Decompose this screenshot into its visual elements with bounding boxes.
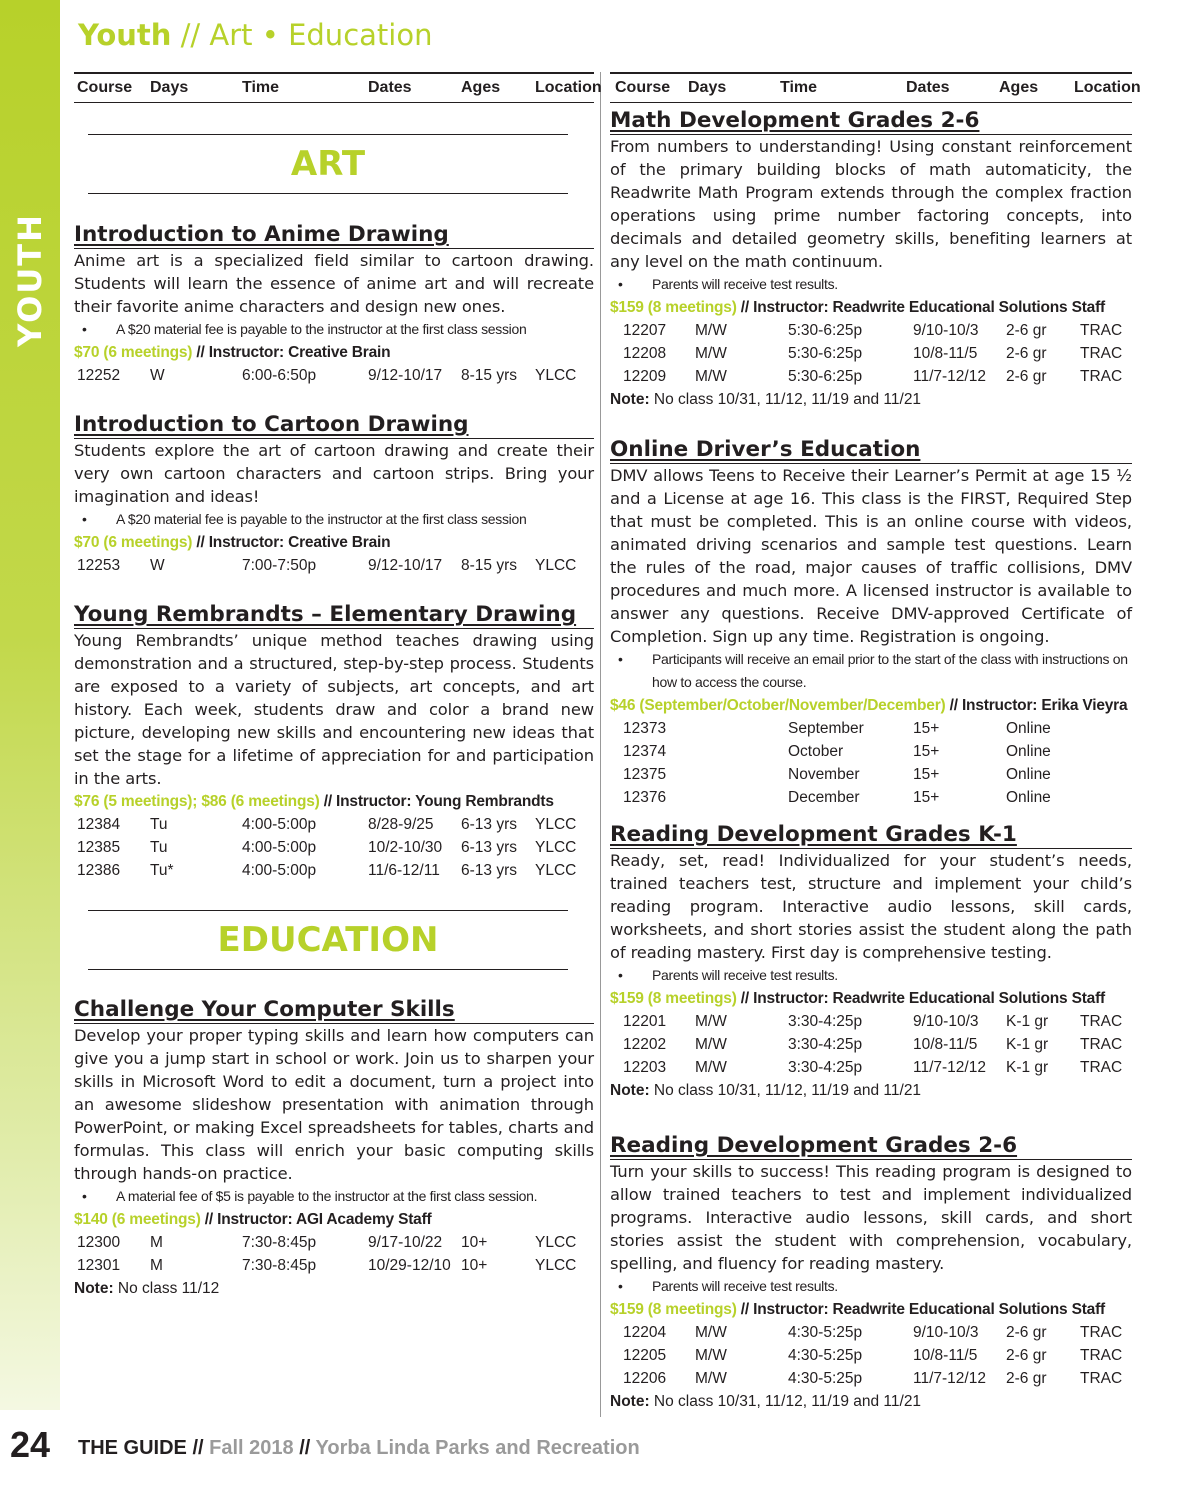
course-price: $46 (September/October/November/December) — [610, 697, 946, 714]
course-price: $159 (8 meetings) — [610, 990, 737, 1007]
course-bullet: • Participants will receive an email prior to the start of the class with instructions on how to access the course. — [610, 648, 1132, 694]
table-cell: 12300 — [77, 1234, 121, 1251]
table-cell: 12201 — [623, 1013, 667, 1030]
table-cell: 12209 — [623, 368, 667, 385]
table-cell: M — [150, 1234, 163, 1251]
table-cell: 2-6 gr — [1006, 345, 1047, 362]
table-cell: 12204 — [623, 1324, 667, 1341]
table-row — [610, 1033, 1132, 1056]
table-cell: 15+ — [913, 789, 940, 806]
table-row — [610, 319, 1132, 342]
th-location: Location — [1074, 79, 1141, 96]
table-cell: 2-6 gr — [1006, 368, 1047, 385]
table-cell: YLCC — [535, 862, 577, 879]
table-cell: M/W — [695, 1013, 727, 1030]
table-cell: 12207 — [623, 322, 667, 339]
table-cell: TRAC — [1080, 345, 1123, 362]
course-price-line — [74, 531, 594, 554]
course-price: $140 (6 meetings) — [74, 1211, 201, 1228]
footer-season: Fall 2018 — [209, 1437, 294, 1459]
table-cell: M — [150, 1257, 163, 1274]
table-cell: 8-15 yrs — [461, 367, 517, 384]
course-note — [74, 1277, 594, 1300]
table-cell: 10/29-12/10 — [368, 1257, 451, 1274]
course-price: $159 (8 meetings) — [610, 299, 737, 316]
table-cell: 15+ — [913, 766, 940, 783]
course-price: $70 (6 meetings) — [74, 534, 193, 551]
table-cell: 9/10-10/3 — [913, 322, 979, 339]
table-cell: 3:30-4:25p — [788, 1013, 863, 1030]
table-cell: 4:30-5:25p — [788, 1370, 863, 1387]
table-cell: 12252 — [77, 367, 121, 384]
table-cell: December — [788, 789, 860, 806]
table-cell: 5:30-6:25p — [788, 345, 863, 362]
table-cell: 15+ — [913, 743, 940, 760]
table-cell: 5:30-6:25p — [788, 368, 863, 385]
left-table-header — [74, 72, 602, 103]
table-row — [74, 364, 594, 387]
table-cell: 9/10-10/3 — [913, 1324, 979, 1341]
course-bullet: • A $20 material fee is payable to the instructor at the first class session — [74, 508, 594, 531]
table-cell: K-1 gr — [1006, 1036, 1049, 1053]
table-row — [610, 763, 1132, 786]
sidebar-label: YOUTH — [11, 213, 50, 347]
th-ages: Ages — [999, 79, 1039, 96]
table-cell: TRAC — [1080, 1370, 1123, 1387]
footer-org: Yorba Linda Parks and Recreation — [315, 1437, 640, 1459]
course-bullet: • Parents will receive test results. — [610, 273, 1132, 296]
table-cell: 3:30-4:25p — [788, 1036, 863, 1053]
table-cell: 11/7-12/12 — [913, 1370, 986, 1387]
table-cell: 12374 — [623, 743, 667, 760]
table-row — [74, 554, 594, 577]
note-label: Note: — [74, 1280, 114, 1297]
course-bullet: • Parents will receive test results. — [610, 964, 1132, 987]
table-cell: 9/17-10/22 — [368, 1234, 443, 1251]
table-row — [610, 740, 1132, 763]
education-heading: EDUCATION — [88, 910, 568, 970]
table-cell: 4:30-5:25p — [788, 1324, 863, 1341]
course-description: From numbers to understanding! Using constant reinforcement of the primary building blocks of math automaticity, the Readwrite Math Program extends through the complex fraction operations using prime number factoring concepts, into decimals and detailed geometry skills, benefiting learners at any level on the math continuum. — [610, 137, 1132, 271]
course-block — [610, 437, 1132, 809]
right-column — [610, 72, 1141, 1410]
course-title: Young Rembrandts – Elementary Drawing — [74, 602, 594, 629]
table-cell: YLCC — [535, 1234, 577, 1251]
table-cell: 6-13 yrs — [461, 816, 517, 833]
course-instructor: // Instructor: Readwrite Educational Solutions Staff — [736, 990, 1106, 1007]
table-row — [610, 717, 1132, 740]
course-bullet: • A material fee of $5 is payable to the instructor at the first class session. — [74, 1185, 594, 1208]
course-price: $159 (8 meetings) — [610, 1301, 737, 1318]
table-cell: November — [788, 766, 860, 783]
course-bullet: • Parents will receive test results. — [610, 1275, 1132, 1298]
course-instructor: // Instructor: Erika Vieyra — [945, 697, 1128, 714]
course-title: Reading Development Grades K-1 — [610, 822, 1132, 849]
course-title: Reading Development Grades 2-6 — [610, 1133, 1132, 1160]
table-cell: TRAC — [1080, 1347, 1123, 1364]
table-cell: 9/10-10/3 — [913, 1013, 979, 1030]
table-cell: 6-13 yrs — [461, 862, 517, 879]
table-cell: 12206 — [623, 1370, 667, 1387]
course-price-line — [610, 1298, 1132, 1321]
column-divider — [600, 72, 601, 1417]
table-cell: 8/28-9/25 — [368, 816, 434, 833]
course-price-line — [610, 694, 1132, 717]
right-table-header — [610, 72, 1141, 103]
table-cell: M/W — [695, 1059, 727, 1076]
table-cell: 9/12-10/17 — [368, 557, 443, 574]
table-row — [610, 342, 1132, 365]
table-cell: 2-6 gr — [1006, 1324, 1047, 1341]
course-instructor: // Instructor: Readwrite Educational Solutions Staff — [736, 299, 1106, 316]
table-cell: Tu* — [150, 862, 174, 879]
footer-sep-2: // — [293, 1437, 316, 1459]
table-cell: 2-6 gr — [1006, 1347, 1047, 1364]
table-cell: 12375 — [623, 766, 667, 783]
note-label: Note: — [610, 1393, 650, 1410]
table-cell: M/W — [695, 1324, 727, 1341]
course-price-line — [610, 296, 1132, 319]
table-cell: 4:30-5:25p — [788, 1347, 863, 1364]
course-instructor: // Instructor: Young Rembrandts — [319, 793, 554, 810]
course-instructor: // Instructor: AGI Academy Staff — [200, 1211, 432, 1228]
table-cell: M/W — [695, 1036, 727, 1053]
table-cell: M/W — [695, 322, 727, 339]
th-dates: Dates — [368, 79, 412, 96]
course-bullet: • A $20 material fee is payable to the instructor at the first class session — [74, 318, 594, 341]
table-cell: TRAC — [1080, 1013, 1123, 1030]
course-price-line — [74, 790, 594, 813]
course-block — [610, 1133, 1132, 1413]
header-topic: Art • Education — [209, 18, 433, 52]
table-cell: 11/7-12/12 — [913, 368, 986, 385]
table-cell: 7:30-8:45p — [242, 1257, 317, 1274]
table-cell: 10/2-10/30 — [368, 839, 443, 856]
sidebar-label-wrap — [4, 200, 56, 360]
table-cell: Online — [1006, 743, 1051, 760]
table-cell: 5:30-6:25p — [788, 322, 863, 339]
table-cell: 11/6-12/11 — [368, 862, 440, 879]
table-cell: 10/8-11/5 — [913, 345, 978, 362]
table-cell: 12301 — [77, 1257, 121, 1274]
course-description: DMV allows Teens to Receive their Learner’s Permit at age 15 ½ and a License at age 16. This class is the FIRST, Required Step that must be completed. This is an online course with videos, animated driving scenarios and sample test questions. Learn the rules of the road, major causes of traffic collisions, DMV procedures and much more. A licensed instructor is available to answer any questions. Receive DMV-approved Certificate of Completion. Sign up any time. Registration is ongoing. — [610, 466, 1132, 646]
th-course: Course — [615, 79, 671, 96]
table-row — [610, 1010, 1132, 1033]
table-row — [74, 859, 594, 882]
table-cell: 10/8-11/5 — [913, 1036, 978, 1053]
table-cell: YLCC — [535, 1257, 577, 1274]
table-cell: TRAC — [1080, 1324, 1123, 1341]
table-cell: M/W — [695, 1347, 727, 1364]
table-cell: Online — [1006, 720, 1051, 737]
table-cell: M/W — [695, 1370, 727, 1387]
page-number: 24 — [9, 1424, 51, 1465]
art-heading: ART — [88, 134, 568, 194]
table-cell: 12385 — [77, 839, 121, 856]
table-cell: Online — [1006, 789, 1051, 806]
table-row — [610, 786, 1132, 809]
course-description: Students explore the art of cartoon drawing and create their very own cartoon characters and cartoon strips. Bring your imagination and ideas! — [74, 441, 594, 506]
header-sep: // — [171, 18, 210, 52]
table-cell: 6:00-6:50p — [242, 367, 317, 384]
table-cell: October — [788, 743, 844, 760]
course-instructor: // Instructor: Creative Brain — [192, 344, 391, 361]
course-description: Ready, set, read! Individualized for your student’s needs, trained teachers test, structure and implement your child’s reading program. Interactive audio lessons, skill cards, worksheets, and short stories assist the student along the path of reading mastery. First day is comprehensive testing. — [610, 851, 1132, 962]
note-text: No class 10/31, 11/12, 11/19 and 11/21 — [649, 391, 922, 408]
th-ages: Ages — [461, 79, 501, 96]
th-days: Days — [688, 79, 727, 96]
table-cell: 15+ — [913, 720, 940, 737]
course-block — [610, 822, 1132, 1102]
table-row — [610, 365, 1132, 388]
youth-sidebar — [0, 0, 60, 1410]
th-course: Course — [77, 79, 133, 96]
course-block — [74, 222, 594, 387]
table-cell: 12373 — [623, 720, 667, 737]
table-cell: TRAC — [1080, 1036, 1123, 1053]
table-cell: 7:30-8:45p — [242, 1234, 317, 1251]
footer-sep-1: // — [186, 1437, 210, 1459]
table-cell: YLCC — [535, 557, 577, 574]
table-cell: 7:00-7:50p — [242, 557, 317, 574]
page-header — [78, 18, 432, 52]
table-cell: TRAC — [1080, 368, 1123, 385]
note-label: Note: — [610, 391, 650, 408]
course-title: Introduction to Anime Drawing — [74, 222, 594, 249]
table-row — [74, 836, 594, 859]
course-description: Develop your proper typing skills and learn how computers can give you a jump start in school or work. Join us to sharpen your skills in Microsoft Word to edit a document, turn a project into an awesome slideshow presentation with animation through PowerPoint, or making Excel spreadsheets for tables, charts and formulas. This class will enrich your basic computing skills through hands-on practice. — [74, 1026, 594, 1183]
table-cell: M/W — [695, 368, 727, 385]
course-block — [74, 997, 594, 1300]
table-cell: 9/12-10/17 — [368, 367, 443, 384]
table-cell: 12205 — [623, 1347, 667, 1364]
table-row — [74, 1254, 594, 1277]
course-price: $76 (5 meetings); $86 (6 meetings) — [74, 793, 320, 810]
th-days: Days — [150, 79, 189, 96]
table-cell: Online — [1006, 766, 1051, 783]
note-text: No class 10/31, 11/12, 11/19 and 11/21 — [649, 1082, 922, 1099]
course-instructor: // Instructor: Readwrite Educational Solutions Staff — [736, 1301, 1106, 1318]
course-note — [610, 1390, 1132, 1413]
note-text: No class 10/31, 11/12, 11/19 and 11/21 — [649, 1393, 922, 1410]
table-cell: 12386 — [77, 862, 121, 879]
th-time: Time — [780, 79, 818, 96]
table-row — [610, 1321, 1132, 1344]
header-section: Youth — [78, 18, 172, 52]
table-row — [74, 1231, 594, 1254]
table-cell: 12202 — [623, 1036, 667, 1053]
course-block — [610, 108, 1132, 411]
course-description: Turn your skills to success! This reading program is designed to allow trained teachers to test and implement individualized programs. Interactive audio lessons, skill cards, and short stories assist the student with comprehension, vocabulary, spelling, and fluency for reading mastery. — [610, 1162, 1132, 1273]
th-location: Location — [535, 79, 602, 96]
table-cell: 4:00-5:00p — [242, 839, 317, 856]
table-cell: 8-15 yrs — [461, 557, 517, 574]
table-cell: 2-6 gr — [1006, 1370, 1047, 1387]
table-row — [610, 1367, 1132, 1390]
table-cell: 4:00-5:00p — [242, 816, 317, 833]
course-price-line — [610, 987, 1132, 1010]
table-cell: 2-6 gr — [1006, 322, 1047, 339]
th-dates: Dates — [906, 79, 950, 96]
table-cell: 10+ — [461, 1257, 488, 1274]
table-cell: Tu — [150, 839, 168, 856]
course-instructor: // Instructor: Creative Brain — [192, 534, 391, 551]
table-cell: 3:30-4:25p — [788, 1059, 863, 1076]
table-cell: W — [150, 367, 165, 384]
table-cell: YLCC — [535, 367, 577, 384]
table-cell: Tu — [150, 816, 168, 833]
table-row — [610, 1344, 1132, 1367]
course-note — [610, 388, 1132, 411]
table-cell: TRAC — [1080, 1059, 1123, 1076]
table-cell: 12208 — [623, 345, 667, 362]
table-row — [610, 1056, 1132, 1079]
course-block — [74, 412, 594, 577]
course-note — [610, 1079, 1132, 1102]
table-cell: 4:00-5:00p — [242, 862, 317, 879]
course-title: Online Driver’s Education — [610, 437, 1132, 464]
table-cell: September — [788, 720, 864, 737]
table-cell: 12253 — [77, 557, 121, 574]
table-cell: 6-13 yrs — [461, 839, 517, 856]
table-cell: YLCC — [535, 839, 577, 856]
table-cell: M/W — [695, 345, 727, 362]
table-cell: 11/7-12/12 — [913, 1059, 986, 1076]
footer — [78, 1437, 640, 1460]
note-label: Note: — [610, 1082, 650, 1099]
th-time: Time — [242, 79, 280, 96]
course-title: Challenge Your Computer Skills — [74, 997, 594, 1024]
course-price: $70 (6 meetings) — [74, 344, 193, 361]
course-title: Math Development Grades 2-6 — [610, 108, 1132, 135]
course-title: Introduction to Cartoon Drawing — [74, 412, 594, 439]
table-cell: K-1 gr — [1006, 1013, 1049, 1030]
table-cell: K-1 gr — [1006, 1059, 1049, 1076]
course-description: Anime art is a specialized field similar to cartoon drawing. Students will learn the essence of anime art and will recreate their favorite anime characters and design new ones. — [74, 251, 594, 316]
left-column — [74, 72, 602, 1297]
note-text: No class 11/12 — [113, 1280, 220, 1297]
table-cell: TRAC — [1080, 322, 1123, 339]
table-cell: 10/8-11/5 — [913, 1347, 978, 1364]
course-price-line — [74, 1208, 594, 1231]
table-cell: 12203 — [623, 1059, 667, 1076]
footer-guide: THE GUIDE — [78, 1437, 187, 1459]
course-description: Young Rembrandts’ unique method teaches drawing using demonstration and a structured, step-by-step process. Students are exposed to a variety of subjects, art concepts, and art history. Each week, students draw and color a brand new picture, developing new skills and encountering new ideas that set the stage for a lifetime of appreciation for and participation in the arts. — [74, 631, 594, 788]
table-cell: 12376 — [623, 789, 667, 806]
course-price-line — [74, 341, 594, 364]
table-cell: 10+ — [461, 1234, 488, 1251]
table-row — [74, 813, 594, 836]
table-cell: 12384 — [77, 816, 121, 833]
table-cell: YLCC — [535, 816, 577, 833]
course-block — [74, 602, 594, 882]
table-cell: W — [150, 557, 165, 574]
